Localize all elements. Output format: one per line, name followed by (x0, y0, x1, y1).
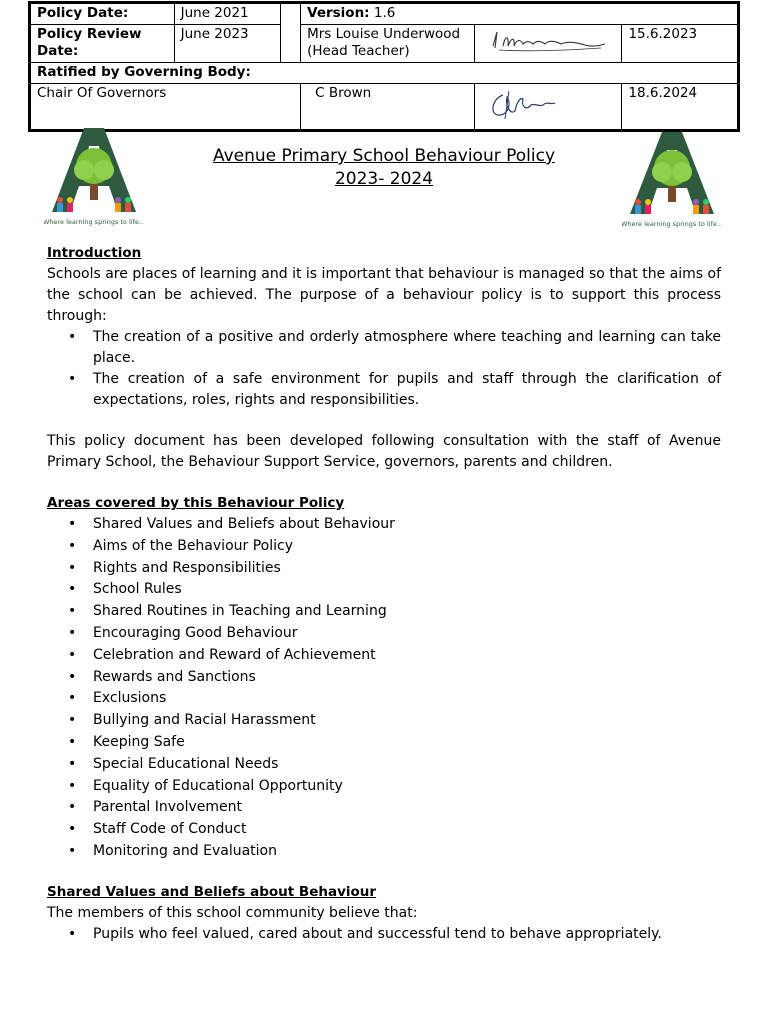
list-item: • Pupils who feel valued, cared about and successful tend to behave appropriately. (47, 924, 721, 945)
chair-sign-date: 18.6.2024 (622, 84, 739, 131)
chair-label: Chair Of Governors (30, 84, 301, 131)
policy-date-label: Policy Date: (30, 3, 175, 25)
chair-signature (481, 85, 611, 123)
version-value: 1.6 (373, 5, 396, 21)
head-teacher-name: Mrs Louise Underwood (307, 26, 461, 42)
version-label: Version: (307, 5, 370, 21)
list-item: • Shared Values and Beliefs about Behaviour (47, 514, 721, 536)
policy-date-value: June 2021 (174, 3, 280, 25)
list-item: • School Rules (47, 579, 721, 601)
head-teacher-cell (301, 25, 475, 63)
shared-values-section (47, 882, 721, 945)
spacer-cell (281, 3, 301, 63)
page-subtitle-year: 2023- 2024 (334, 169, 434, 189)
ratified-label: Ratified by Governing Body: (30, 63, 739, 84)
list-item: • Celebration and Reward of Achievement (47, 645, 721, 667)
review-date-label: Policy Review Date: (30, 25, 175, 63)
version-cell (301, 3, 739, 25)
list-item: • Encouraging Good Behaviour (47, 623, 721, 645)
list-item: • Keeping Safe (47, 732, 721, 754)
list-item: • Exclusions (47, 688, 721, 710)
list-item: • Special Educational Needs (47, 754, 721, 776)
logo-caption-right: Where learning springs to life... (622, 220, 722, 228)
chair-signature-cell (474, 84, 622, 131)
chair-name: C Brown (301, 84, 475, 131)
list-item: • The creation of a positive and orderly atmosphere where teaching and learning can take place. (47, 327, 721, 369)
list-item: • Monitoring and Evaluation (47, 841, 721, 863)
intro-bullets (47, 327, 721, 411)
page-title: Avenue Primary School Behaviour Policy (212, 146, 556, 166)
review-date-value: June 2023 (174, 25, 280, 63)
head-sign-date: 15.6.2023 (622, 25, 739, 63)
head-signature-cell (474, 25, 622, 63)
areas-heading: Areas covered by this Behaviour Policy (47, 495, 345, 511)
consultation-paragraph: This policy document has been developed following consultation with the staff of Avenue Primary School, the Behaviour Support Service, governors, parents and children. (47, 433, 721, 470)
introduction-paragraph: Schools are places of learning and it is important that behaviour is managed so that the aims of the school can be achieved. The purpose of a behaviour policy is to support this process through: (47, 266, 721, 324)
list-item: • Rights and Responsibilities (47, 558, 721, 580)
list-item: • Shared Routines in Teaching and Learning (47, 601, 721, 623)
areas-list (47, 514, 721, 863)
shared-values-heading: Shared Values and Beliefs about Behaviour (47, 884, 377, 900)
list-item: • Equality of Educational Opportunity (47, 776, 721, 798)
head-teacher-role: (Head Teacher) (307, 43, 410, 59)
head-teacher-signature (481, 26, 611, 56)
introduction-section (47, 243, 721, 327)
list-item: • Rewards and Sanctions (47, 667, 721, 689)
introduction-heading: Introduction (47, 245, 142, 261)
list-item: • Aims of the Behaviour Policy (47, 536, 721, 558)
shared-values-intro: The members of this school community believe that: (47, 905, 418, 921)
list-item: • Staff Code of Conduct (47, 819, 721, 841)
policy-meta-table (28, 1, 740, 132)
areas-section (47, 493, 721, 863)
list-item: • The creation of a safe environment for pupils and staff through the clarification of expectations, roles, rights and responsibilities. (47, 369, 721, 411)
list-item: • Bullying and Racial Harassment (47, 710, 721, 732)
logo-caption-left: Where learning springs to life... (44, 218, 144, 226)
list-item: • Parental Involvement (47, 797, 721, 819)
